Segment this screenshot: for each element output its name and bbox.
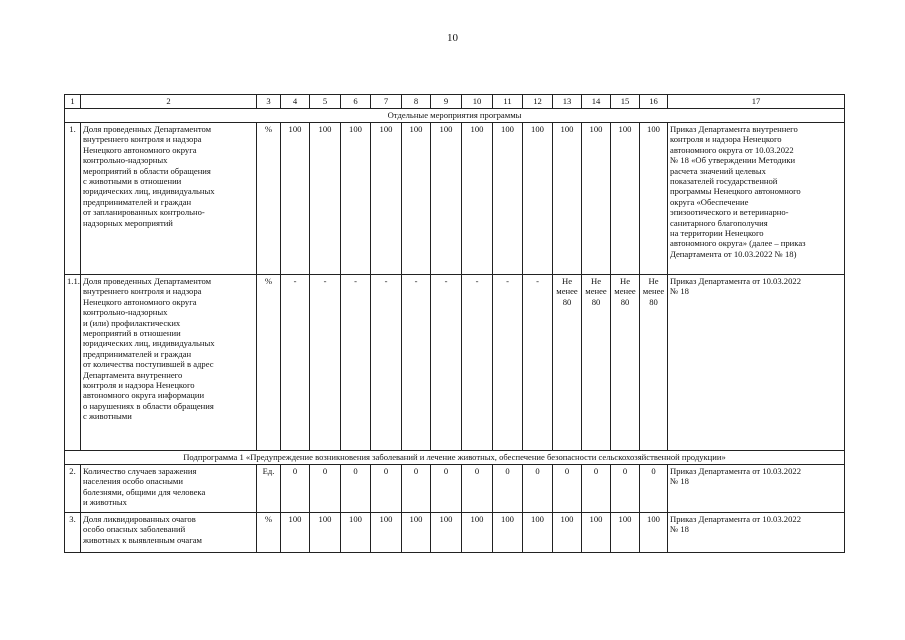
value-cell: 100 (402, 123, 431, 275)
value-cell: - (523, 275, 553, 451)
column-header: 5 (310, 95, 341, 109)
value-cell: 100 (493, 123, 523, 275)
value-cell: 100 (281, 513, 310, 553)
table-row (65, 513, 845, 553)
value-cell: 100 (611, 123, 640, 275)
value-cell (553, 275, 582, 451)
text-line: о нарушениях в области обращения (83, 400, 214, 411)
text-line: Не (590, 276, 602, 286)
value-cell: 0 (371, 465, 402, 513)
value-cell: - (371, 275, 402, 451)
text-line: контроля и надзора Ненецкого (670, 134, 782, 145)
row-number: 3. (65, 513, 81, 553)
text-line: особо опасных заболеваний (83, 524, 186, 535)
text-line: и животных (83, 497, 127, 508)
value-cell: 100 (553, 513, 582, 553)
value-cell: - (493, 275, 523, 451)
text-line: Приказ Департамента от 10.03.2022 (670, 466, 801, 476)
indicators-table (64, 94, 845, 553)
value-cell: 100 (523, 123, 553, 275)
value-cell: 100 (582, 513, 611, 553)
source-document (668, 123, 845, 275)
value-cell: 100 (281, 123, 310, 275)
text-line: и (или) профилактических (83, 317, 181, 328)
value-cell: 100 (553, 123, 582, 275)
text-line: менее (556, 286, 578, 297)
indicator-description (81, 123, 257, 275)
text-line: Департамента внутреннего (83, 369, 183, 380)
section-row (65, 109, 845, 123)
text-line: № 18 «Об утверждении Методики (670, 155, 796, 166)
text-line: Доля проведенных Департаментом (83, 124, 212, 134)
value-cell (582, 275, 611, 451)
text-line: мероприятий в отношении (83, 328, 181, 339)
value-cell: - (281, 275, 310, 451)
value-cell: 0 (553, 465, 582, 513)
value-cell: 0 (611, 465, 640, 513)
value-cell: 100 (611, 513, 640, 553)
value-cell: 0 (582, 465, 611, 513)
text-line: животных к выявленным очагам (83, 534, 202, 545)
text-line: контрольно-надзорных (83, 155, 168, 166)
value-cell: 100 (640, 513, 668, 553)
table-row (65, 123, 845, 275)
value-cell: - (462, 275, 493, 451)
value-cell: 0 (431, 465, 462, 513)
column-header: 7 (371, 95, 402, 109)
value-cell: 100 (310, 513, 341, 553)
text-line: 80 (562, 296, 572, 307)
value-cell: 0 (341, 465, 371, 513)
value-cell: 100 (493, 513, 523, 553)
text-line: от количества поступившей в адрес (83, 359, 214, 370)
header-row (65, 95, 845, 109)
text-line: Количество случаев заражения (83, 466, 197, 476)
text-line: менее (585, 286, 607, 297)
section-title: Подпрограмма 1 «Предупреждение возникновения заболеваний и лечение животных, обеспечение безопасности сельскохозяйственной продукции» (65, 451, 845, 465)
source-document (668, 465, 845, 513)
column-header: 14 (582, 95, 611, 109)
text-line: юридических лиц, индивидуальных (83, 186, 215, 197)
unit-cell: % (257, 513, 281, 553)
text-line: эпизоотического и ветеринарно- (670, 207, 789, 218)
table-row (65, 465, 845, 513)
text-line: Не (648, 276, 659, 286)
text-line: Приказ Департамента внутреннего (670, 124, 798, 134)
text-line: предпринимателей и граждан (83, 196, 192, 207)
column-header: 2 (81, 95, 257, 109)
text-line: с животными в отношении (83, 176, 182, 187)
column-header: 17 (668, 95, 845, 109)
column-header: 9 (431, 95, 462, 109)
text-line: предпринимателей и граждан (83, 348, 192, 359)
text-line: 80 (620, 296, 630, 307)
text-line: показателей государственной (670, 176, 778, 187)
text-line: № 18 (670, 286, 689, 297)
value-cell (640, 275, 668, 451)
text-line: с животными (83, 411, 132, 422)
column-header: 12 (523, 95, 553, 109)
text-line: № 18 (670, 524, 689, 535)
value-cell: 100 (462, 513, 493, 553)
value-cell (611, 275, 640, 451)
column-header: 15 (611, 95, 640, 109)
column-header: 10 (462, 95, 493, 109)
indicator-description (81, 465, 257, 513)
column-header: 11 (493, 95, 523, 109)
text-line: Приказ Департамента от 10.03.2022 (670, 276, 801, 286)
unit-cell: % (257, 123, 281, 275)
text-line: менее (642, 286, 665, 297)
text-line: 80 (649, 296, 658, 307)
text-line: внутреннего контроля и надзора (83, 286, 202, 297)
text-line: болезнями, общими для человека (83, 486, 206, 497)
value-cell: - (431, 275, 462, 451)
column-header: 3 (257, 95, 281, 109)
value-cell: 100 (640, 123, 668, 275)
text-line: округа «Обеспечение (670, 196, 749, 207)
row-number: 1.1. (65, 275, 81, 451)
unit-cell: % (257, 275, 281, 451)
value-cell: 100 (341, 513, 371, 553)
column-header: 16 (640, 95, 668, 109)
text-line: менее (614, 286, 636, 297)
value-cell: 100 (462, 123, 493, 275)
table-row (65, 275, 845, 451)
text-line: 80 (591, 296, 601, 307)
text-line: автономного округа» (далее – приказ (670, 238, 806, 249)
value-cell: 100 (371, 123, 402, 275)
source-document (668, 275, 845, 451)
page-number: 10 (447, 32, 458, 44)
text-line: Не (619, 276, 631, 286)
value-cell: 0 (523, 465, 553, 513)
row-number: 2. (65, 465, 81, 513)
value-cell: 100 (371, 513, 402, 553)
value-cell: 0 (310, 465, 341, 513)
value-cell: 0 (402, 465, 431, 513)
text-line: от запланированных контрольно- (83, 207, 205, 218)
text-line: расчета значений целевых (670, 165, 766, 176)
indicator-description (81, 513, 257, 553)
value-cell: 100 (341, 123, 371, 275)
text-line: санитарного благополучия (670, 217, 768, 228)
text-line: контроля и надзора Ненецкого (83, 380, 195, 391)
value-cell: 0 (640, 465, 668, 513)
value-cell: - (310, 275, 341, 451)
text-line: внутреннего контроля и надзора (83, 134, 202, 145)
text-line: № 18 (670, 476, 689, 487)
text-line: Ненецкого автономного округа (83, 296, 197, 307)
text-line: автономного округа от 10.03.2022 (670, 144, 794, 155)
source-document (668, 513, 845, 553)
value-cell: 0 (493, 465, 523, 513)
value-cell: 100 (582, 123, 611, 275)
value-cell: - (341, 275, 371, 451)
text-line: Доля ликвидированных очагов (83, 514, 196, 524)
text-line: Приказ Департамента от 10.03.2022 (670, 514, 801, 524)
column-header: 1 (65, 95, 81, 109)
value-cell: 0 (462, 465, 493, 513)
column-header: 4 (281, 95, 310, 109)
column-header: 13 (553, 95, 582, 109)
value-cell: 100 (431, 123, 462, 275)
text-line: Доля проведенных Департаментом (83, 276, 212, 286)
value-cell: 100 (431, 513, 462, 553)
text-line: на территории Ненецкого (670, 228, 764, 239)
column-header: 6 (341, 95, 371, 109)
text-line: контрольно-надзорных (83, 307, 168, 318)
text-line: мероприятий в области обращения (83, 165, 211, 176)
section-title: Отдельные мероприятия программы (65, 109, 845, 123)
text-line: юридических лиц, индивидуальных (83, 338, 215, 349)
value-cell: 100 (523, 513, 553, 553)
row-number: 1. (65, 123, 81, 275)
indicator-description (81, 275, 257, 451)
text-line: автономного округа информации (83, 390, 205, 401)
unit-cell: Ед. (257, 465, 281, 513)
text-line: надзорных мероприятий (83, 217, 173, 228)
text-line: Ненецкого автономного округа (83, 144, 197, 155)
text-line: Департамента от 10.03.2022 № 18) (670, 248, 797, 259)
column-header: 8 (402, 95, 431, 109)
section-row (65, 451, 845, 465)
text-line: программы Ненецкого автономного (670, 186, 801, 197)
value-cell: 100 (310, 123, 341, 275)
text-line: населения особо опасными (83, 476, 183, 487)
value-cell: 0 (281, 465, 310, 513)
text-line: Не (561, 276, 573, 286)
value-cell: - (402, 275, 431, 451)
value-cell: 100 (402, 513, 431, 553)
